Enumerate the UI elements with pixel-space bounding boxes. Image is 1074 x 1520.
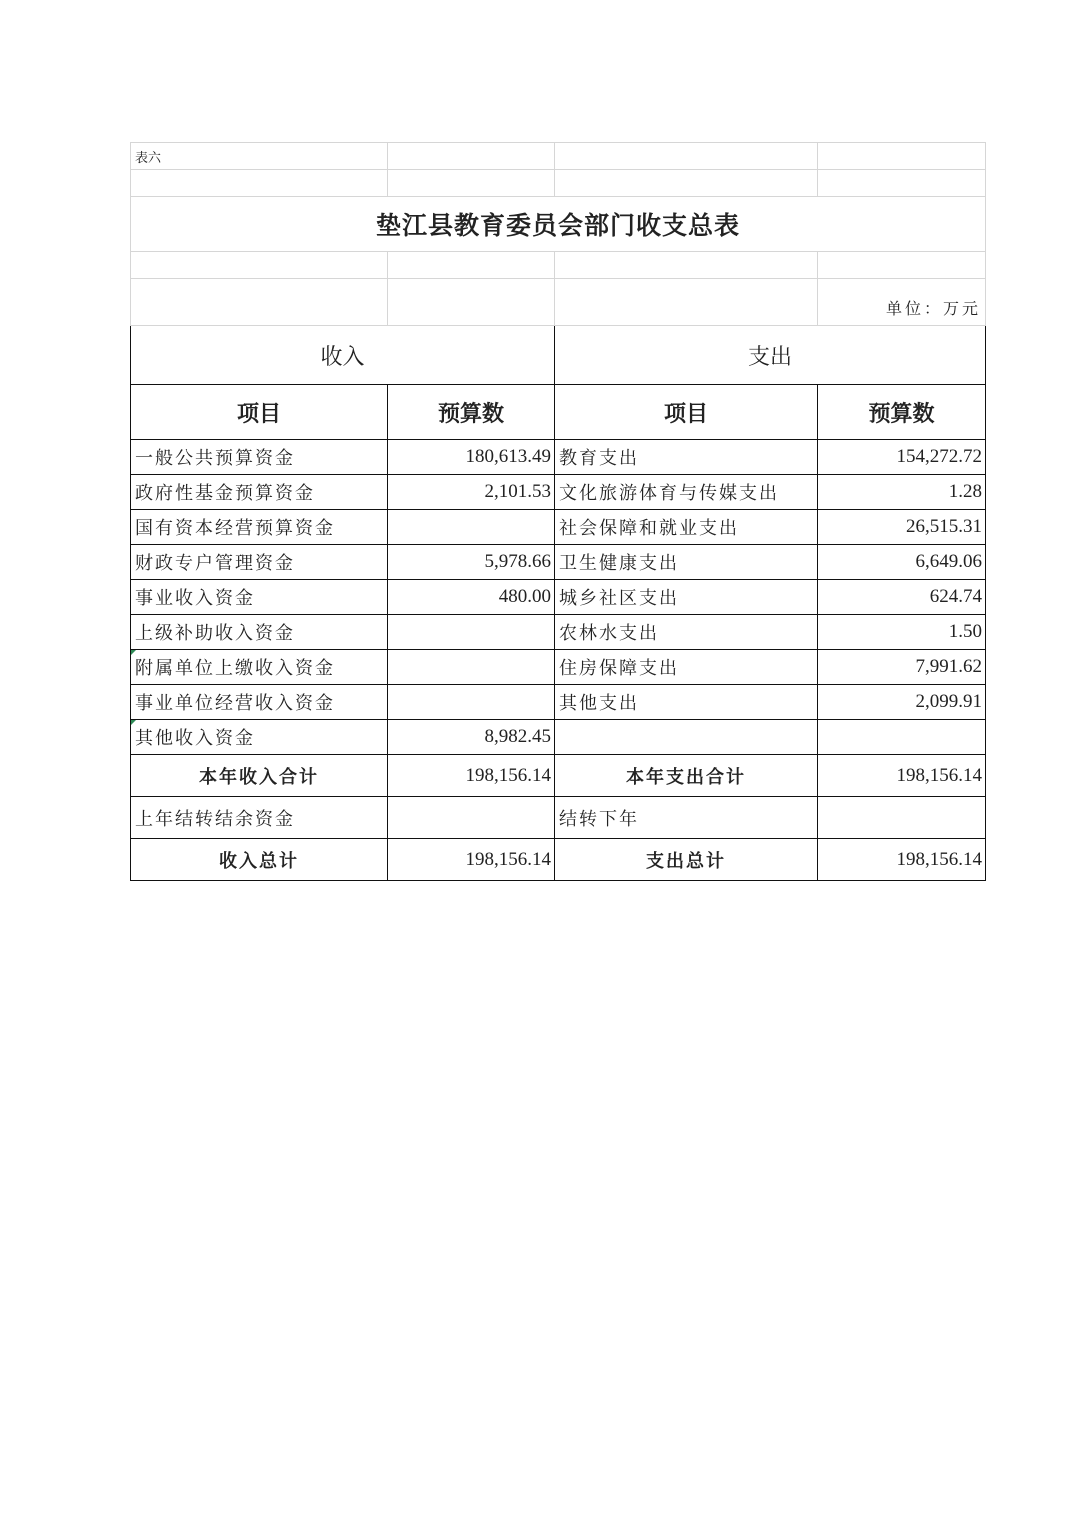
expense-value: 154,272.72 bbox=[818, 440, 986, 475]
grand-income-total-label: 收入总计 bbox=[131, 839, 388, 881]
expense-value: 26,515.31 bbox=[818, 510, 986, 545]
expense-item bbox=[555, 720, 818, 755]
carry-row bbox=[131, 797, 986, 839]
grand-total-row bbox=[131, 839, 986, 881]
table-row bbox=[131, 475, 986, 510]
income-value bbox=[388, 615, 555, 650]
income-item: 上级补助收入资金 bbox=[131, 615, 388, 650]
expense-item-header: 项目 bbox=[555, 385, 818, 440]
expense-item: 其他支出 bbox=[555, 685, 818, 720]
income-expense-table bbox=[130, 142, 986, 881]
expense-value: 6,649.06 bbox=[818, 545, 986, 580]
income-value bbox=[388, 650, 555, 685]
table-row bbox=[131, 685, 986, 720]
income-item: 事业收入资金 bbox=[131, 580, 388, 615]
income-value bbox=[388, 510, 555, 545]
expense-value bbox=[818, 720, 986, 755]
carry-in-value bbox=[388, 797, 555, 839]
income-value: 5,978.66 bbox=[388, 545, 555, 580]
expense-section-header: 支出 bbox=[555, 326, 986, 385]
year-expense-total-label: 本年支出合计 bbox=[555, 755, 818, 797]
year-income-total-value: 198,156.14 bbox=[388, 755, 555, 797]
income-value: 480.00 bbox=[388, 580, 555, 615]
expense-item: 社会保障和就业支出 bbox=[555, 510, 818, 545]
title-row bbox=[131, 197, 986, 252]
expense-value: 1.50 bbox=[818, 615, 986, 650]
page-title: 垫江县教育委员会部门收支总表 bbox=[131, 197, 986, 252]
column-header-row bbox=[131, 385, 986, 440]
section-header-row bbox=[131, 326, 986, 385]
expense-item: 卫生健康支出 bbox=[555, 545, 818, 580]
grand-expense-total-label: 支出总计 bbox=[555, 839, 818, 881]
carry-in-label: 上年结转结余资金 bbox=[131, 797, 388, 839]
income-value: 2,101.53 bbox=[388, 475, 555, 510]
expense-budget-header: 预算数 bbox=[818, 385, 986, 440]
table-row bbox=[131, 580, 986, 615]
table-row bbox=[131, 545, 986, 580]
expense-value: 1.28 bbox=[818, 475, 986, 510]
income-value: 180,613.49 bbox=[388, 440, 555, 475]
expense-value: 624.74 bbox=[818, 580, 986, 615]
expense-item: 住房保障支出 bbox=[555, 650, 818, 685]
income-item: 国有资本经营预算资金 bbox=[131, 510, 388, 545]
expense-item: 文化旅游体育与传媒支出 bbox=[555, 475, 818, 510]
income-item-header: 项目 bbox=[131, 385, 388, 440]
expense-value: 2,099.91 bbox=[818, 685, 986, 720]
income-item: 一般公共预算资金 bbox=[131, 440, 388, 475]
expense-item: 城乡社区支出 bbox=[555, 580, 818, 615]
income-budget-header: 预算数 bbox=[388, 385, 555, 440]
year-income-total-label: 本年收入合计 bbox=[131, 755, 388, 797]
table-row bbox=[131, 510, 986, 545]
expense-item: 农林水支出 bbox=[555, 615, 818, 650]
expense-item: 教育支出 bbox=[555, 440, 818, 475]
income-item: 政府性基金预算资金 bbox=[131, 475, 388, 510]
carry-out-value bbox=[818, 797, 986, 839]
label-row bbox=[131, 143, 986, 170]
unit-row bbox=[131, 279, 986, 326]
table-label: 表六 bbox=[131, 143, 388, 170]
table-row bbox=[131, 650, 986, 685]
unit-label: 单位：万元 bbox=[818, 279, 986, 326]
table-row bbox=[131, 720, 986, 755]
income-item: 附属单位上缴收入资金 bbox=[131, 650, 388, 685]
table-row bbox=[131, 440, 986, 475]
income-value bbox=[388, 685, 555, 720]
income-value: 8,982.45 bbox=[388, 720, 555, 755]
table-row bbox=[131, 615, 986, 650]
budget-sheet bbox=[130, 142, 985, 881]
carry-out-label: 结转下年 bbox=[555, 797, 818, 839]
income-item: 其他收入资金 bbox=[131, 720, 388, 755]
grand-expense-total-value: 198,156.14 bbox=[818, 839, 986, 881]
grand-income-total-value: 198,156.14 bbox=[388, 839, 555, 881]
income-item: 财政专户管理资金 bbox=[131, 545, 388, 580]
income-section-header: 收入 bbox=[131, 326, 555, 385]
income-item: 事业单位经营收入资金 bbox=[131, 685, 388, 720]
year-total-row bbox=[131, 755, 986, 797]
expense-value: 7,991.62 bbox=[818, 650, 986, 685]
year-expense-total-value: 198,156.14 bbox=[818, 755, 986, 797]
